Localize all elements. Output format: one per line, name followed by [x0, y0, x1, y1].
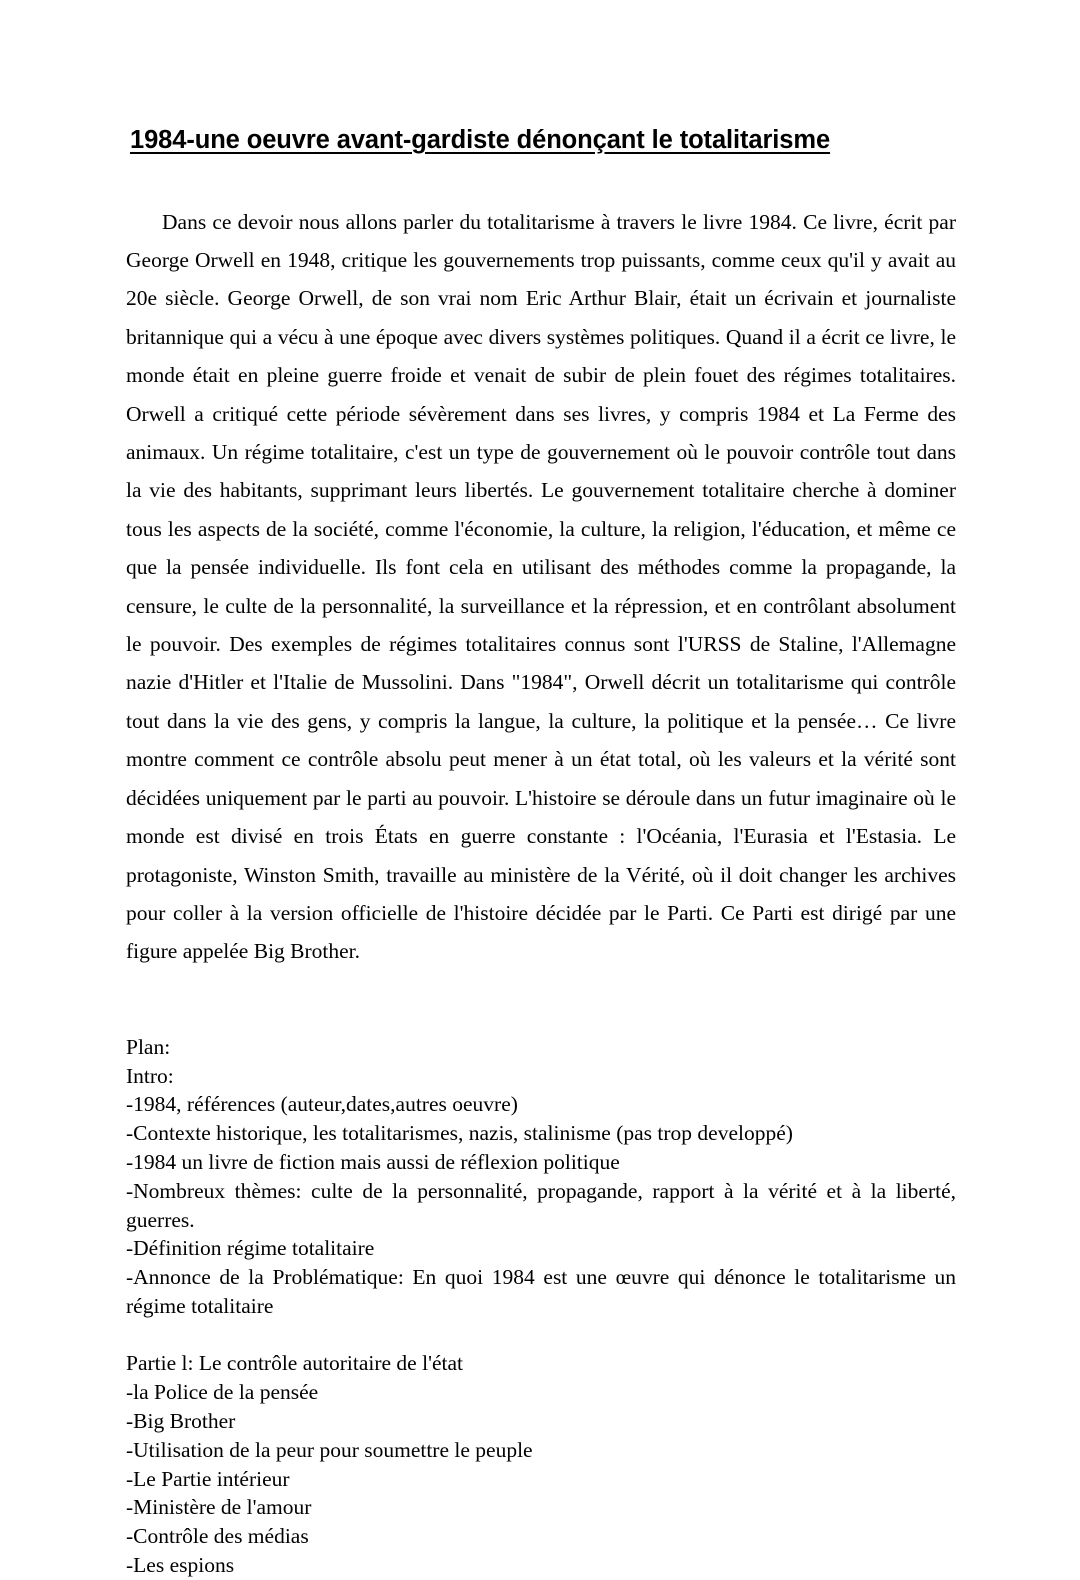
plan-part-one-item: -la Police de la pensée	[126, 1380, 319, 1405]
plan-intro-item: -Nombreux thèmes: culte de la personnalité, propagande, rapport à la vérité et à la liberté, guerres.	[126, 1178, 956, 1232]
plan-part-one-item: -Les espions	[126, 1553, 235, 1578]
plan-part-one-item: -Contrôle des médias	[126, 1524, 309, 1549]
plan-intro-heading: Intro:	[126, 1063, 174, 1088]
plan-part-one-item: -Utilisation de la peur pour soumettre le peuple	[126, 1437, 533, 1462]
plan-heading: Plan:	[126, 1034, 171, 1059]
page-title: 1984-une oeuvre avant-gardiste dénonçant le totalitarisme	[130, 126, 831, 154]
plan-intro-item: -1984, références (auteur,dates,autres oeuvre)	[126, 1092, 518, 1117]
plan-part-one-item: -Ministère de l'amour	[126, 1495, 312, 1520]
plan-part-one-item: -Le Partie intérieur	[126, 1466, 290, 1491]
intro-paragraph: Dans ce devoir nous allons parler du totalitarisme à travers le livre 1984. Ce livre, écrit par George Orwell en 1948, critique les gouvernements trop puissants, comme ceux qu'il y avait au 20e siècle. George Orwell, de son vrai nom Eric Arthur Blair, était un écrivain et journaliste britannique qui a vécu à une époque avec divers systèmes politiques. Quand il a écrit ce livre, le monde était en pleine guerre froide et venait de subir de plein fouet des régimes totalitaires. Orwell a critiqué cette période sévèrement dans ses livres, y compris 1984 et La Ferme des animaux. Un régime totalitaire, c'est un type de gouvernement où le pouvoir contrôle tout dans la vie des habitants, supprimant leurs libertés. Le gouvernement totalitaire cherche à dominer tous les aspects de la société, comme l'économie, la culture, la religion, l'éducation, et même ce que la pensée individuelle. Ils font cela en utilisant des méthodes comme la propagande, la censure, le culte de la personnalité, la surveillance et la répression, et en contrôlant absolument le pouvoir. Des exemples de régimes totalitaires connus sont l'URSS de Staline, l'Allemagne nazie d'Hitler et l'Italie de Mussolini. Dans "1984", Orwell décrit un totalitarisme qui contrôle tout dans la vie des gens, y compris la langue, la culture, la politique et la pensée… Ce livre montre comment ce contrôle absolu peut mener à un état total, où les valeurs et la vérité sont décidées uniquement par le parti au pouvoir. L'histoire se déroule dans un futur imaginaire où le monde est divisé en trois États en guerre constante : l'Océania, l'Eurasia et l'Estasia. Le protagoniste, Winston Smith, travaille au ministère de la Vérité, où il doit changer les archives pour coller à la version officielle de l'histoire décidée par le Parti. Ce Parti est dirigé par une figure appelée Big Brother.	[126, 209, 956, 964]
plan-spacer	[126, 1321, 956, 1350]
plan-intro-item: -1984 un livre de fiction mais aussi de réflexion politique	[126, 1149, 620, 1174]
plan-section	[126, 971, 956, 1580]
plan-intro-item: -Annonce de la Problématique: En quoi 1984 est une œuvre qui dénonce le totalitarisme un régime totalitaire	[126, 1265, 956, 1318]
plan-intro-item: -Contexte historique, les totalitarismes, nazis, stalinisme (pas trop developpé)	[126, 1121, 793, 1146]
document-content	[126, 0, 956, 1580]
plan-part-one-heading: Partie l: Le contrôle autoritaire de l'état	[126, 1351, 463, 1376]
plan-intro-item: -Définition régime totalitaire	[126, 1236, 375, 1261]
plan-part-one-item: -Big Brother	[126, 1409, 236, 1434]
